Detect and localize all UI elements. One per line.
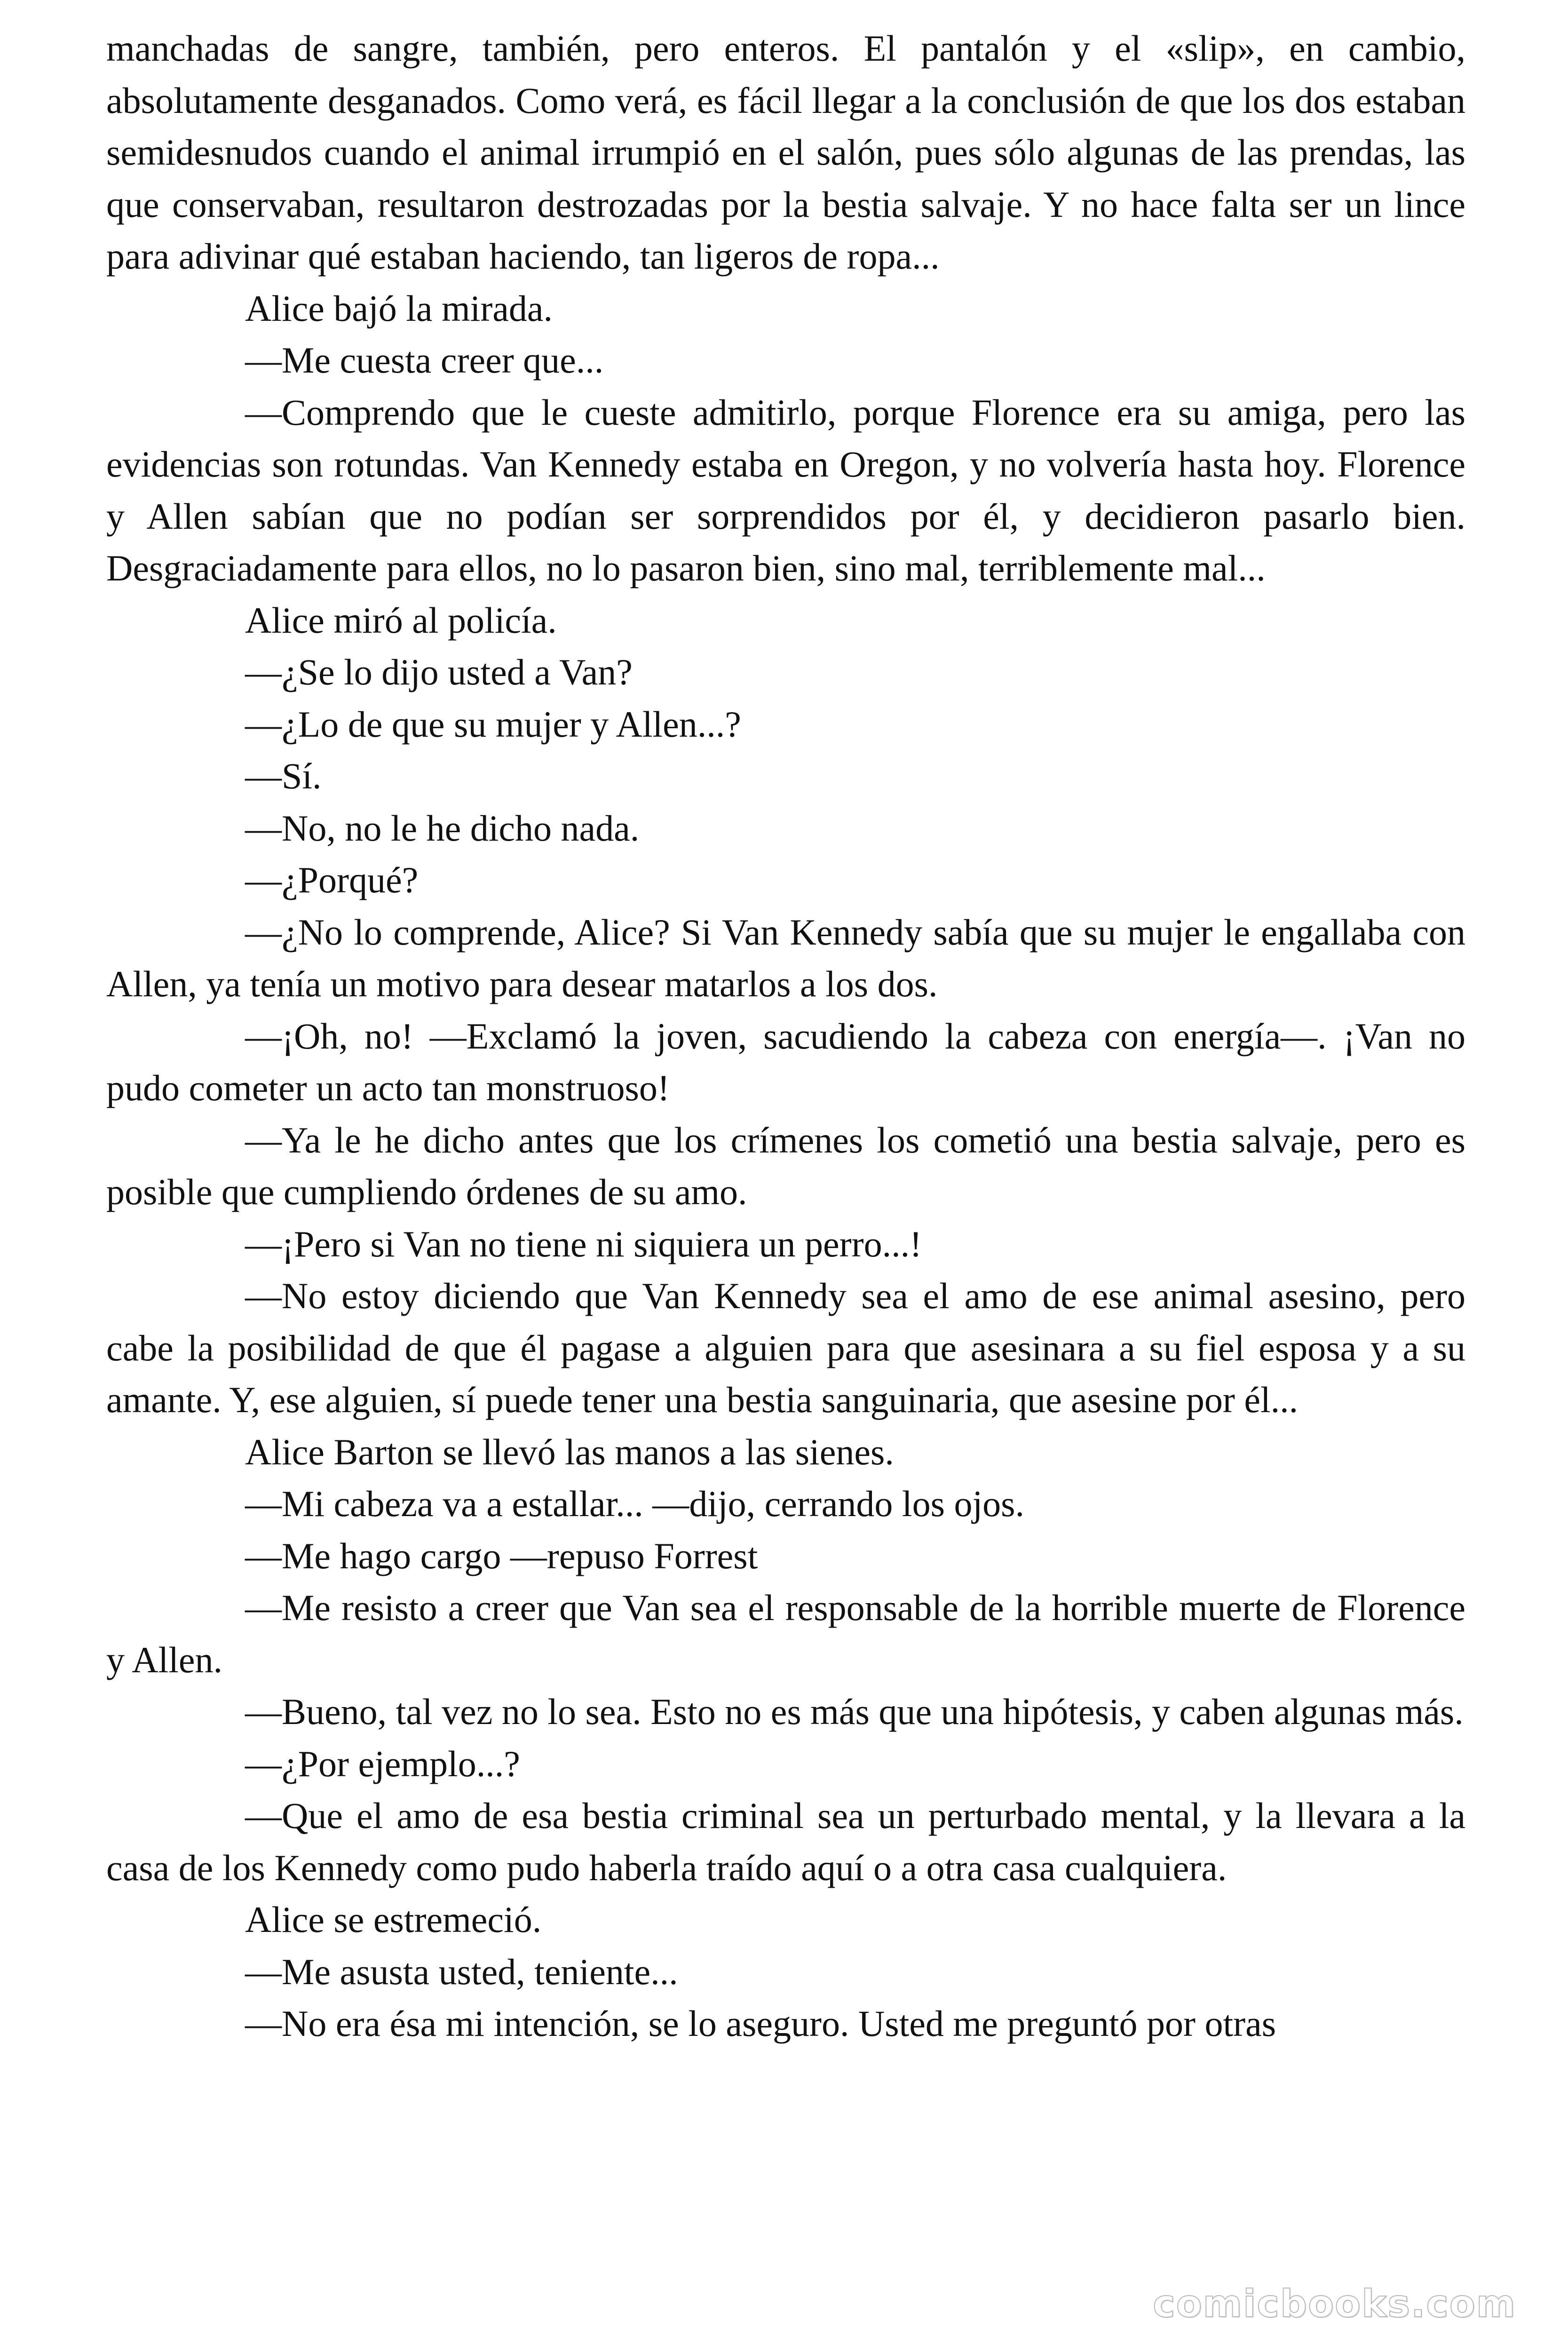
- paragraph: —Bueno, tal vez no lo sea. Esto no es más que una hipótesis, y caben algunas más.: [245, 1691, 1464, 1732]
- paragraph: —No estoy diciendo que Van Kennedy sea el amo de ese animal asesino, pero cabe la posibilidad de que él pagase a alguien para que asesinara a su fiel esposa y a su amante. Y, ese alguien, sí puede tener una bestia sanguinaria, que asesine por él...: [106, 1275, 1465, 1420]
- paragraph: —¿No lo comprende, Alice? Si Van Kennedy sabía que su mujer le engallaba con Allen, ya tenía un motivo para desear matarlos a los dos.: [106, 911, 1465, 1004]
- paragraph: —No, no le he dicho nada.: [245, 807, 640, 849]
- paragraph: —Comprendo que le cueste admitirlo, porque Florence era su amiga, pero las evidencias son rotundas. Van Kennedy estaba en Oregon, y no volvería hasta hoy. Florence y Allen sabían que no podían ser sorprendidos por él, y decidieron pasarlo bien. Desgraciadamente para ellos, no lo pasaron bien, sino mal, terriblemente mal...: [106, 391, 1465, 588]
- watermark: comicbooks.com: [1153, 2282, 1516, 2326]
- body-text: [106, 23, 1465, 2050]
- paragraph: —¿Porqué?: [245, 859, 419, 900]
- paragraph: Alice miró al policía.: [245, 599, 557, 641]
- paragraph: —¿Por ejemplo...?: [245, 1743, 520, 1784]
- paragraph: Alice bajó la mirada.: [245, 287, 553, 329]
- paragraph: —Me hago cargo —repuso Forrest: [245, 1535, 758, 1576]
- paragraph: —¿Se lo dijo usted a Van?: [245, 652, 633, 692]
- paragraph: —No era ésa mi intención, se lo aseguro. Usted me preguntó por otras: [245, 2003, 1276, 2044]
- paragraph: —¿Lo de que su mujer y Allen...?: [245, 703, 741, 745]
- paragraph: —Me resisto a creer que Van sea el responsable de la horrible muerte de Florence y Allen.: [106, 1587, 1465, 1680]
- paragraph: —¡Oh, no! —Exclamó la joven, sacudiendo la cabeza con energía—. ¡Van no pudo cometer un acto tan monstruoso!: [106, 1015, 1465, 1108]
- paragraph: —Ya le he dicho antes que los crímenes los cometió una bestia salvaje, pero es posible que cumpliendo órdenes de su amo.: [106, 1119, 1465, 1212]
- paragraph: —Me cuesta creer que...: [245, 340, 604, 381]
- paragraph: —Que el amo de esa bestia criminal sea un perturbado mental, y la llevara a la casa de los Kennedy como pudo haberla traído aquí o a otra casa cualquiera.: [106, 1795, 1465, 1888]
- paragraph: —¡Pero si Van no tiene ni siquiera un perro...!: [245, 1223, 922, 1264]
- paragraph: —Me asusta usted, teniente...: [245, 1951, 678, 1992]
- paragraph: Alice se estremeció.: [245, 1899, 542, 1940]
- paragraph: —Sí.: [245, 755, 322, 796]
- paragraph: Alice Barton se llevó las manos a las sienes.: [245, 1431, 894, 1472]
- paragraph: manchadas de sangre, también, pero enteros. El pantalón y el «slip», en cambio, absolutamente desganados. Como verá, es fácil llegar a la conclusión de que los dos estaban semidesnudos cuando el animal irrumpió en el salón, pues sólo algunas de las prendas, las que conservaban, resultaron destrozadas por la bestia salvaje. Y no hace falta ser un lince para adivinar qué estaban haciendo, tan ligeros de ropa...: [106, 28, 1465, 277]
- paragraph: —Mi cabeza va a estallar... —dijo, cerrando los ojos.: [245, 1483, 1024, 1524]
